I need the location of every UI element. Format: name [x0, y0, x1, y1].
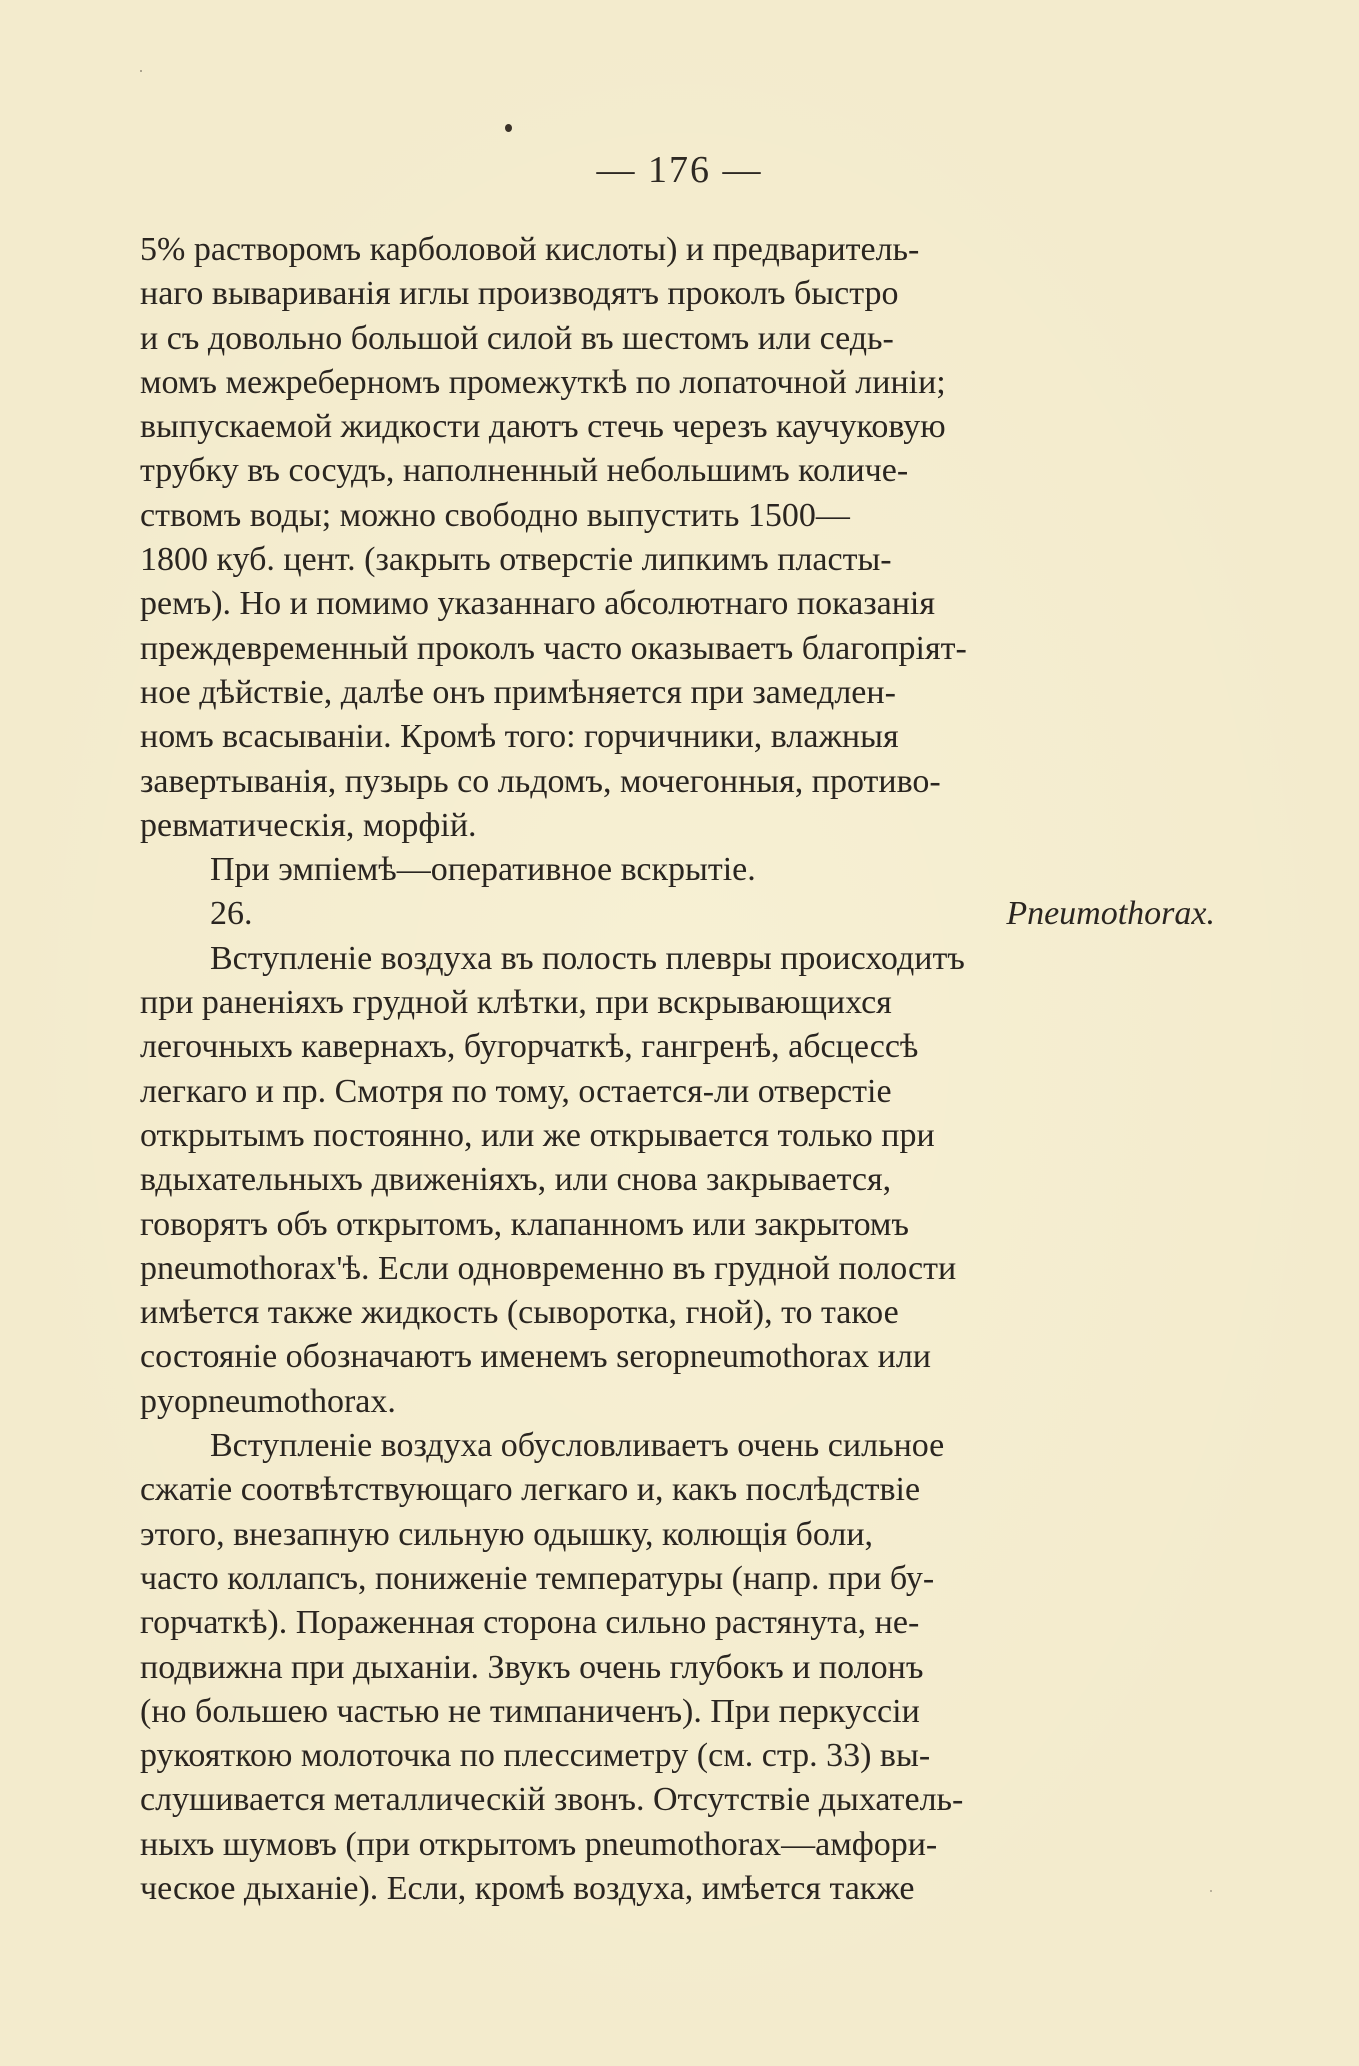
- body-text: [140, 228, 1215, 1911]
- text-line: ческое дыханіе). Если, кромѣ воздуха, имѣется также: [140, 1869, 915, 1907]
- text-line: состояніе обозначаютъ именемъ seropneumothorax или: [140, 1338, 931, 1376]
- ink-speck: [505, 124, 512, 132]
- text-line: и съ довольно большой силой въ шестомъ или седь-: [140, 319, 894, 357]
- text-line: pneumothorax'ѣ. Если одновременно въ грудной полости: [140, 1249, 957, 1287]
- text-line: ныхъ шумовъ (при открытомъ pneumothorax—амфори-: [140, 1825, 938, 1863]
- text-line: выпускаемой жидкости даютъ стечь черезъ каучуковую: [140, 408, 946, 446]
- text-line: при раненіяхъ грудной клѣтки, при вскрывающихся: [140, 984, 892, 1022]
- text-line: pyopneumothorax.: [140, 1382, 396, 1420]
- text-line: (но большею частью не тимпаниченъ). При перкуссіи: [140, 1692, 920, 1730]
- section-number: 26.: [210, 895, 253, 933]
- text-line: 5% растворомъ карболовой кислоты) и предваритель-: [140, 231, 920, 268]
- text-line: преждевременный проколъ часто оказываетъ благопріят-: [140, 629, 967, 667]
- text-line: 1800 куб. цент. (закрыть отверстіе липкимъ пласты-: [140, 541, 892, 579]
- text-line: слушивается металлическій звонъ. Отсутствіе дыхатель-: [140, 1781, 964, 1819]
- text-line: часто коллапсъ, пониженіе температуры (напр. при бу-: [140, 1559, 935, 1597]
- text-line: трубку въ сосудъ, наполненный небольшимъ количе-: [140, 452, 909, 490]
- text-line: вдыхательныхъ движеніяхъ, или снова закрывается,: [140, 1161, 892, 1199]
- text-line: наго вывариванія иглы производятъ проколъ быстро: [140, 275, 899, 313]
- text-line: имѣется также жидкость (сыворотка, гной), то такое: [140, 1294, 899, 1332]
- ink-speck: [140, 70, 142, 72]
- text-line: этого, внезапную сильную одышку, колющія боли,: [140, 1515, 874, 1553]
- page-number: — 176 —: [596, 149, 763, 191]
- text-line: ревматическія, морфій.: [140, 806, 477, 844]
- section-title: Pneumothorax.: [1006, 895, 1215, 933]
- text-line: рукояткою молоточка по плессиметру (см. стр. 33) вы-: [140, 1737, 931, 1775]
- text-line: номъ всасываніи. Кромѣ того: горчичники, влажныя: [140, 718, 899, 756]
- text-line: легкаго и пр. Смотря по тому, остается-ли отверстіе: [140, 1072, 892, 1110]
- text-line: говорятъ объ открытомъ, клапанномъ или закрытомъ: [140, 1205, 910, 1243]
- text-line: Вступленіе воздуха обусловливаетъ очень сильное: [210, 1427, 945, 1465]
- text-line: ствомъ воды; можно свободно выпустить 1500—: [140, 496, 850, 534]
- text-line: При эмпіемѣ—оперативное вскрытіе.: [210, 851, 756, 889]
- text-line: подвижна при дыханіи. Звукъ очень глубокъ и полонъ: [140, 1648, 924, 1686]
- text-line: завертыванія, пузырь со льдомъ, мочегонныя, противо-: [140, 762, 941, 800]
- text-line: момъ межреберномъ промежуткѣ по лопаточной линіи;: [140, 363, 946, 401]
- text-line: горчаткѣ). Пораженная сторона сильно растянута, не-: [140, 1604, 920, 1642]
- text-line: ное дѣйствіе, далѣе онъ примѣняется при замедлен-: [140, 673, 896, 711]
- text-line: открытымъ постоянно, или же открывается только при: [140, 1116, 935, 1154]
- text-line: ремъ). Но и помимо указаннаго абсолютнаго показанія: [140, 585, 936, 623]
- text-line: сжатіе соотвѣтствующаго легкаго и, какъ послѣдствіе: [140, 1471, 921, 1509]
- section-heading: [140, 892, 1215, 936]
- text-line: Вступленіе воздуха въ полость плевры происходитъ: [210, 939, 965, 977]
- text-line: легочныхъ кавернахъ, бугорчаткѣ, гангренѣ, абсцессѣ: [140, 1028, 919, 1066]
